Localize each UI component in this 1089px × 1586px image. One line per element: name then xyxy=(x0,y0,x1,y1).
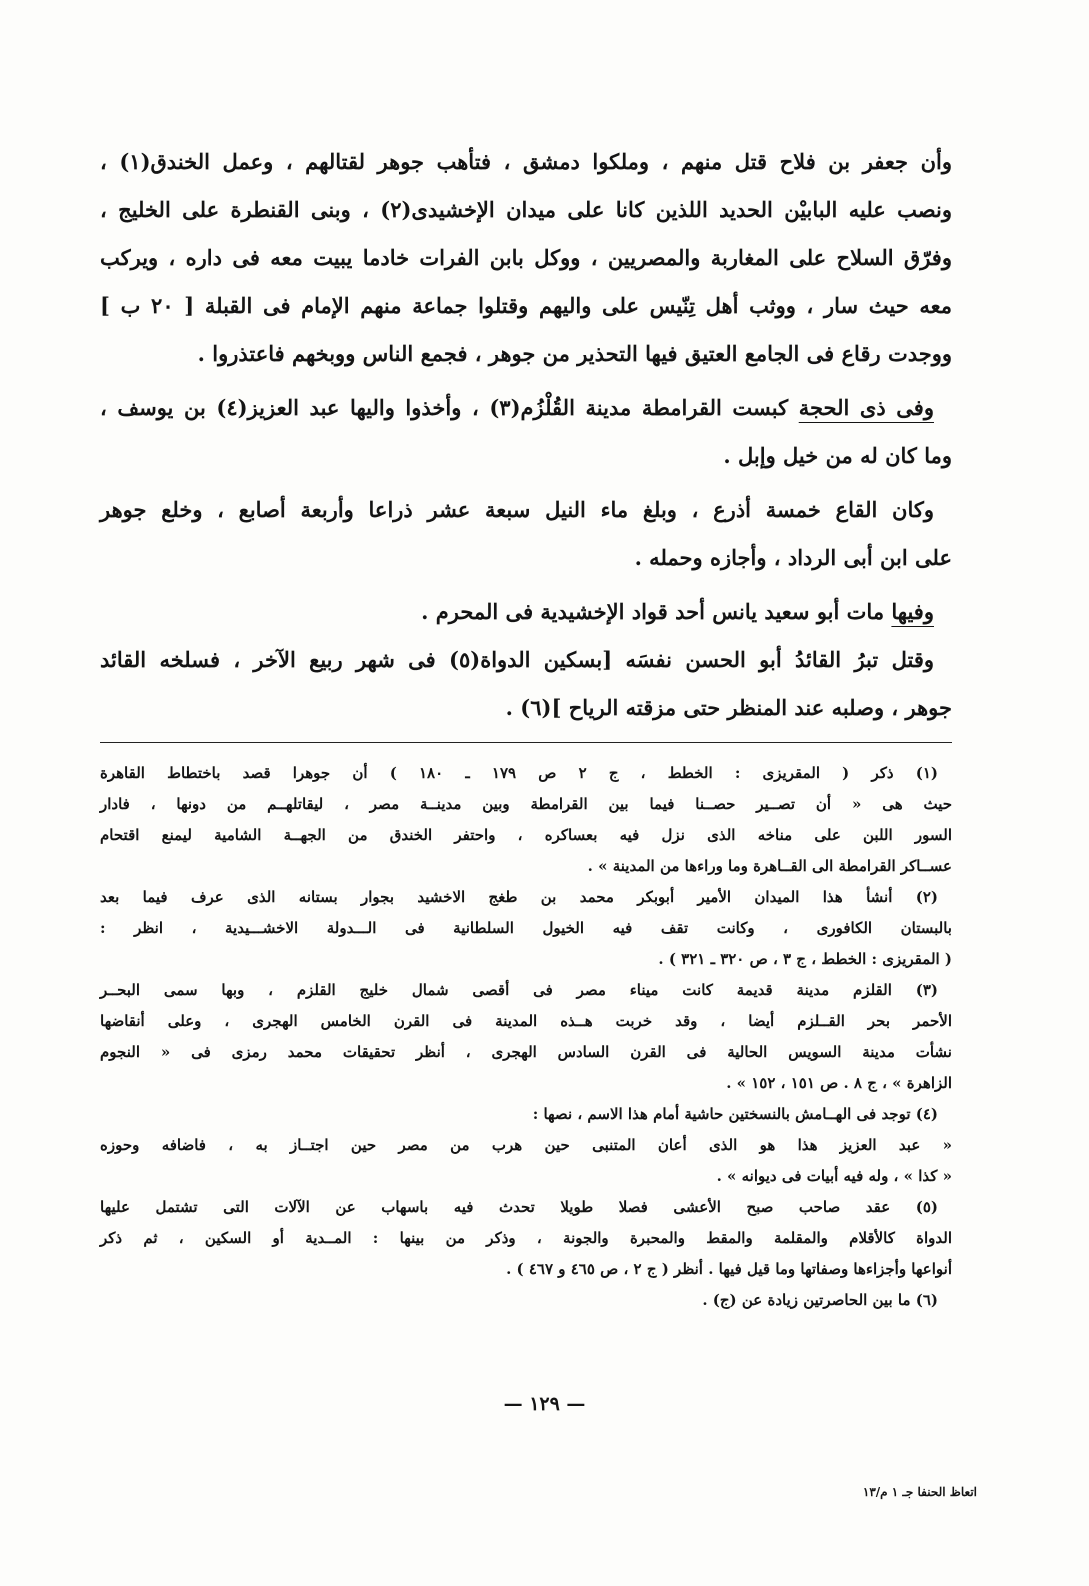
footnote-line: نشأت مدينة السويس الحالية فى القرن السادس الهجرى ، أنظر تحقيقات محمد رمزى فى « النجوم xyxy=(100,1043,952,1061)
footnote-line: « كذا » ، وله فيه أبيات فى ديوانه » . xyxy=(716,1167,952,1185)
footnotes xyxy=(100,758,952,1316)
footnote-line: (٢) أنشأ هذا الميدان الأمير أبوبكر محمد بن طغج الاخشيد بجوار بستانه الذى عرف فيما بعد xyxy=(100,888,939,906)
footnote-line: الأحمر بحر القــلزم أيضا ، وقد خربت هــذه المدينة فى القرن الخامس الهجرى ، وعلى أنقاضها xyxy=(100,1012,952,1030)
main-text-line: وقتل تبرُ القائدُ أبو الحسن نفسَه [بسكين الدواة(٥) فى شهر ربيع الآخر ، فسلخه القائد xyxy=(100,647,934,672)
main-text-line: وأن جعفر بن فلاح قتل منهم ، وملكوا دمشق ، فتأهب جوهر لقتالهم ، وعمل الخندق(١) ، xyxy=(100,149,953,174)
signature-mark: اتعاظ الحنفا جـ ١ م/١٣ xyxy=(862,1485,977,1499)
main-text-line: ووجدت رقاع فى الجامع العتيق فيها التحذير من جوهر ، فجمع الناس ووبخهم فاعتذروا . xyxy=(197,341,952,366)
page-number: — ١٢٩ — xyxy=(503,1393,586,1415)
footnote-line: (٤) توجد فى الهــامش بالنسختين حاشية أمام هذا الاسم ، نصها : xyxy=(532,1105,938,1123)
footnote-line: (٦) ما بين الحاصرتين زيادة عن (ج) . xyxy=(702,1291,938,1309)
main-text xyxy=(100,138,952,732)
paragraph-yanis xyxy=(100,588,952,636)
underlined-heading: وفيها xyxy=(891,599,934,624)
main-text-line: جوهر ، وصلبه عند المنظر حتى مزقته الرياح ](٦) . xyxy=(505,695,952,720)
main-text-line: على ابن أبى الرداد ، وأجازه وحمله . xyxy=(634,545,952,570)
footnote-line: عســاكر القرامطة الى القــاهرة وما وراءها من المدينة » . xyxy=(587,857,952,875)
footnote-line: أنواعها وأجزاءها وصفاتها وما قيل فيها . أنظر ( ج ٢ ، ص ٤٦٥ و ٤٦٧ ) . xyxy=(506,1260,952,1278)
footnote-line: الزاهرة » ، ج ٨ . ص ١٥١ ، ١٥٢ » . xyxy=(726,1074,952,1092)
footnote-line: بالبستان الكافورى ، وكانت تقف فيه الخيول السلطانية فى الـــدولة الاخشـــيدية ، انظر : xyxy=(100,919,952,937)
main-text-line: ونصب عليه البابيْن الحديد اللذين كانا على ميدان الإخشيدى(٢) ، وبنى القنطرة على الخليج ، xyxy=(100,197,952,222)
main-text-line: وما كان له من خيل وإبل . xyxy=(723,443,952,468)
main-text-line: معه حيث سار ، ووثب أهل تِنّيس على واليهم وقتلوا جماعة منهم الإمام فى القبلة [ ٢٠ ب ] xyxy=(100,293,953,318)
footnote-line: « عبد العزيز هذا هو الذى أعان المتنبى حين هرب من مصر حين اجتــاز به ، فاضافه وحوزه xyxy=(100,1136,952,1154)
footnote-line: ( المقريزى : الخطط ، ج ٣ ، ص ٣٢٠ ـ ٣٢١ ) . xyxy=(658,950,952,968)
underlined-heading: وفى ذى الحجة xyxy=(798,395,934,420)
footnote-line: حيث هى « أن تصــير حصــنا فيما بين القرامطة وبين مدينــة مصر ، ليقاتلهــم من دونها ، فادار xyxy=(100,795,952,813)
footnote-line: (٥) عقد صاحب صبح الأعشى فصلا طويلا تحدث فيه باسهاب عن الآلات التى تشتمل عليها xyxy=(100,1198,938,1216)
main-text-run: مات أبو سعيد يانس أحد قواد الإخشيدية فى المحرم . xyxy=(421,599,892,624)
footnote-line: (١) ذكر ( المقريزى : الخطط ، ج ٢ ص ١٧٩ ـ ١٨٠ ) أن جوهرا قصد باختطاط القاهرة xyxy=(100,764,938,782)
main-text-line: وفرّق السلاح على المغاربة والمصريين ، ووكل بابن الفرات خادما يبيت معه فى داره ، ويركب xyxy=(100,245,952,270)
footnote-divider xyxy=(100,742,952,743)
main-text-line: وكان القاع خمسة أذرع ، وبلغ ماء النيل سبعة عشر ذراعا وأربعة أصابع ، وخلع جوهر xyxy=(100,497,934,522)
footnote-line: (٣) القلزم مدينة قديمة كانت ميناء مصر فى أقصى شمال خليج القلزم ، وبها سمى البحــر xyxy=(100,981,938,999)
footnote-line: الدواة كالأقلام والمقلمة والمقط والمحبرة والجونة ، وذكر من بينها : المــدية أو السكين ، ثم ذكر xyxy=(100,1229,952,1247)
main-text-run: كبست القرامطة مدينة القُلْزُم(٣) ، وأخذوا واليها عبد العزيز(٤) بن يوسف ، xyxy=(100,395,799,420)
footnote-line: السور اللبن على مناخه الذى نزل فيه بعساكره ، واحتفر الخندق من الجهــة الشامية ليمنع اقتحام xyxy=(100,826,952,844)
paragraph-dhul-hijja xyxy=(100,384,952,432)
